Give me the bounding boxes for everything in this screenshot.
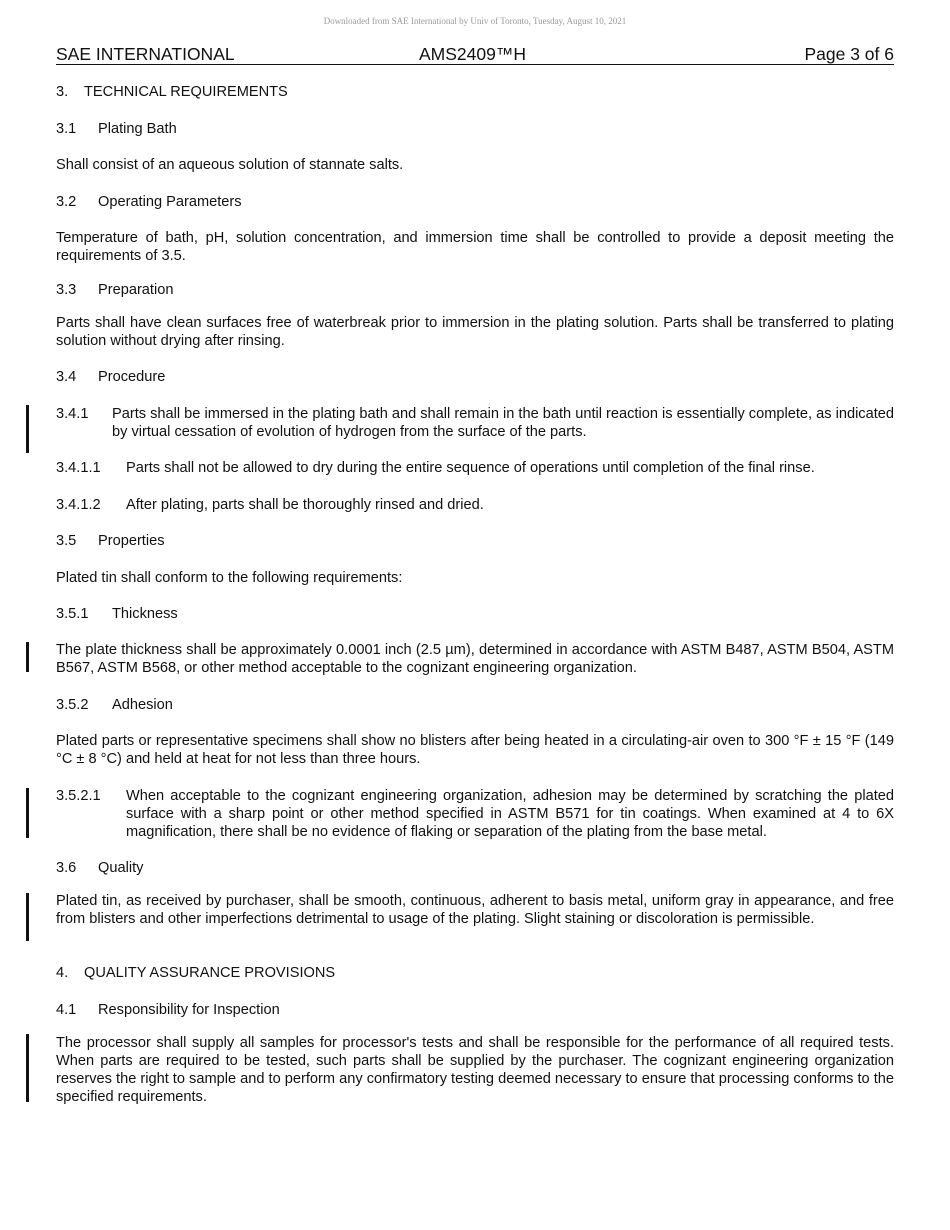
section-title: Plating Bath — [98, 121, 177, 137]
section-title: Procedure — [98, 369, 166, 385]
paragraph-3-6: Plated tin, as received by purchaser, shall be smooth, continuous, adherent to basis metal, uniform gray in appearance, and free from blisters and other imperfections detrimental to usage of the plating. Slight staining or discoloration is permissible. — [56, 893, 894, 927]
header-page-number: Page 3 of 6 — [804, 44, 894, 64]
section-number: 3.6 — [56, 860, 77, 876]
section-number: 3.5.2 — [56, 697, 89, 713]
item-text: When acceptable to the cognizant engineering organization, adhesion may be determined by scratching the plated surface with a sharp point or other method specified in ASTM B571 for tin coatings. When examined at 4 to 6X magnification, there shall be no evidence of flaking or separation of the plating from the base metal. — [126, 788, 894, 840]
item-number: 3.4.1.2 — [56, 497, 101, 513]
item-number: 3.4.1.1 — [56, 460, 101, 476]
section-number: 3.5 — [56, 533, 77, 549]
item-number: 3.4.1 — [56, 406, 89, 422]
section-title: Operating Parameters — [98, 194, 242, 210]
download-watermark: Downloaded from SAE International by Univ of Toronto, Tuesday, August 10, 2021 — [323, 16, 627, 26]
paragraph-3-5-1: The plate thickness shall be approximately 0.0001 inch (2.5 µm), determined in accordance with ASTM B487, ASTM B504, ASTM B567, ASTM B568, or other method acceptable to the cognizant engineering organization. — [56, 642, 894, 676]
item-3-4-1-2 — [56, 496, 894, 514]
header-doc-id: AMS2409™H — [419, 44, 526, 64]
section-number: 3.2 — [56, 194, 77, 210]
header-org: SAE INTERNATIONAL — [56, 44, 235, 64]
section-heading-3-4 — [56, 368, 894, 386]
item-3-4-1 — [56, 405, 894, 441]
paragraph-3-1: Shall consist of an aqueous solution of stannate salts. — [56, 157, 404, 173]
section-heading-3-3 — [56, 281, 894, 299]
item-number: 3.5.2.1 — [56, 788, 101, 804]
paragraph-3-3: Parts shall have clean surfaces free of waterbreak prior to immersion in the plating solution. Parts shall be transferred to plating solution without drying after rinsing. — [56, 315, 894, 349]
item-text: After plating, parts shall be thoroughly rinsed and dried. — [126, 497, 484, 513]
section-heading-4-1 — [56, 1001, 894, 1019]
change-bar — [26, 893, 29, 941]
page-header — [56, 44, 894, 65]
section-number: 4.1 — [56, 1002, 77, 1018]
paragraph-3-2: Temperature of bath, pH, solution concentration, and immersion time shall be controlled to provide a deposit meeting the requirements of 3.5. — [56, 230, 894, 264]
section-heading-3-5-1 — [56, 605, 894, 623]
section-heading-3-5 — [56, 532, 894, 550]
section-title: QUALITY ASSURANCE PROVISIONS — [84, 965, 336, 981]
section-title: TECHNICAL REQUIREMENTS — [84, 84, 288, 100]
section-heading-3-2 — [56, 193, 894, 211]
paragraph-4-1: The processor shall supply all samples for processor's tests and shall be responsible for the performance of all required tests. When parts are required to be tested, such parts shall be supplied by the purchaser. The cognizant engineering organization reserves the right to sample and to perform any confirmatory testing deemed necessary to ensure that processing conforms to the specified requirements. — [56, 1035, 894, 1105]
section-heading-3-5-2 — [56, 696, 894, 714]
section-title: Properties — [98, 533, 165, 549]
section-number: 3.3 — [56, 282, 77, 298]
item-text: Parts shall be immersed in the plating bath and shall remain in the bath until reaction is essentially complete, as indicated by virtual cessation of evolution of hydrogen from the surface of the parts. — [112, 406, 895, 440]
paragraph-3-5: Plated tin shall conform to the following requirements: — [56, 570, 403, 586]
section-number: 3.4 — [56, 369, 77, 385]
item-3-4-1-1 — [56, 459, 894, 477]
section-number: 3. — [56, 84, 69, 100]
section-heading-4 — [56, 964, 894, 982]
section-title: Responsibility for Inspection — [98, 1002, 280, 1018]
section-title: Adhesion — [112, 697, 173, 713]
section-title: Preparation — [98, 282, 174, 298]
paragraph-3-5-2: Plated parts or representative specimens shall show no blisters after being heated in a circulating-air oven to 300 °F ± 15 °F (149 °C ± 8 °C) and held at heat for not less than three hours. — [56, 733, 894, 767]
section-number: 3.1 — [56, 121, 77, 137]
section-heading-3-1 — [56, 120, 894, 138]
item-text: Parts shall not be allowed to dry during the entire sequence of operations until completion of the final rinse. — [126, 460, 815, 476]
item-3-5-2-1 — [56, 787, 894, 841]
change-bar — [26, 1034, 29, 1102]
change-bar — [26, 788, 29, 838]
section-title: Quality — [98, 860, 144, 876]
section-heading-3 — [56, 83, 894, 101]
section-title: Thickness — [112, 606, 178, 622]
section-number: 3.5.1 — [56, 606, 89, 622]
section-heading-3-6 — [56, 859, 894, 877]
change-bar — [26, 405, 29, 453]
section-number: 4. — [56, 965, 69, 981]
change-bar — [26, 642, 29, 672]
